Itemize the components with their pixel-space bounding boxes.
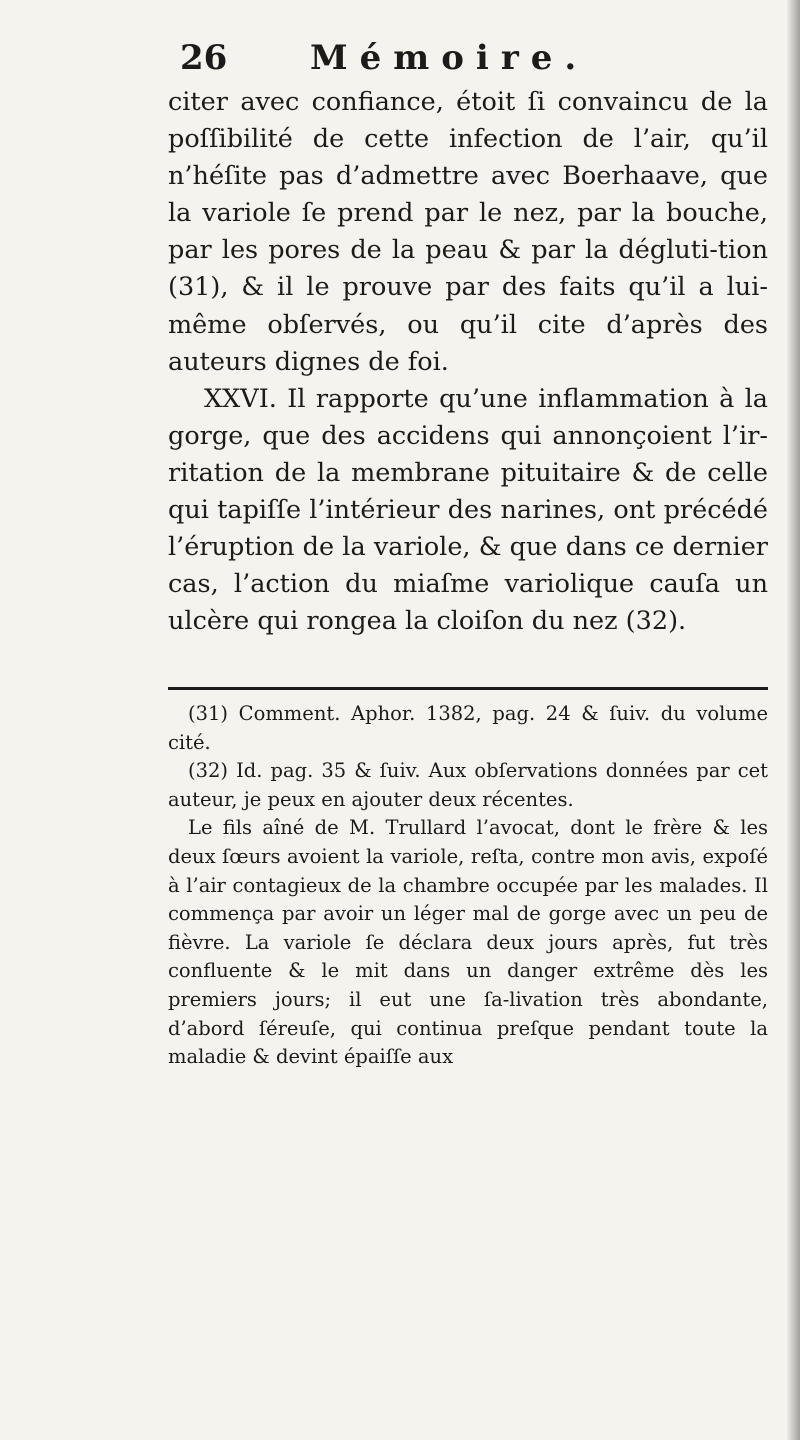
running-title: Mémoire. [310,38,589,78]
footnote: (32) Id. pag. 35 & ſuiv. Aux obſervations données par cet auteur, je peux en ajouter deux récentes. [168,759,768,811]
paragraph: XXVI. Il rapporte qu’une inflammation à la gorge, que des accidens qui annonçoient l’ir-ritation de la membrane pituitaire & de celle qui tapiſſe l’intérieur des narines, ont précédé l’éruption de la variole, & que dans ce dernier cas, l’action du miaſme variolique cauſa un ulcère qui rongea la cloiſon du nez (32). [168,383,768,637]
main-text [168,84,768,640]
footnote-separator [168,687,768,690]
page-header [180,38,700,88]
footnotes [168,700,768,1072]
paragraph: citer avec confiance, étoit ſi convaincu de la poſſibilité de cette infection de l’air, qu’il n’héſite pas d’admettre avec Boerhaave, que la variole ſe prend par le nez, par la bouche, par les pores de la peau & par la dégluti-tion (31), & il le prouve par des faits qu’il a lui-même obſervés, ou qu’il cite d’après des auteurs dignes de foi. [168,87,768,377]
page-number: 26 [180,38,228,78]
footnote: (31) Comment. Aphor. 1382, pag. 24 & ſuiv. du volume cité. [168,702,768,754]
page-edge-shadow [786,0,800,1440]
footnote-continuation: Le fils aîné de M. Trullard l’avocat, dont le frère & les deux ſœurs avoient la variole, reſta, contre mon avis, expoſé à l’air contagieux de la chambre occupée par les malades. Il commença par avoir un léger mal de gorge avec un peu de fièvre. La variole ſe déclara deux jours après, fut très confluente & le mit dans un danger extrême dès les premiers jours; il eut une ſa-livation très abondante, d’abord ſéreuſe, qui continua preſque pendant toute la maladie & devint épaiſſe aux [168,816,768,1069]
